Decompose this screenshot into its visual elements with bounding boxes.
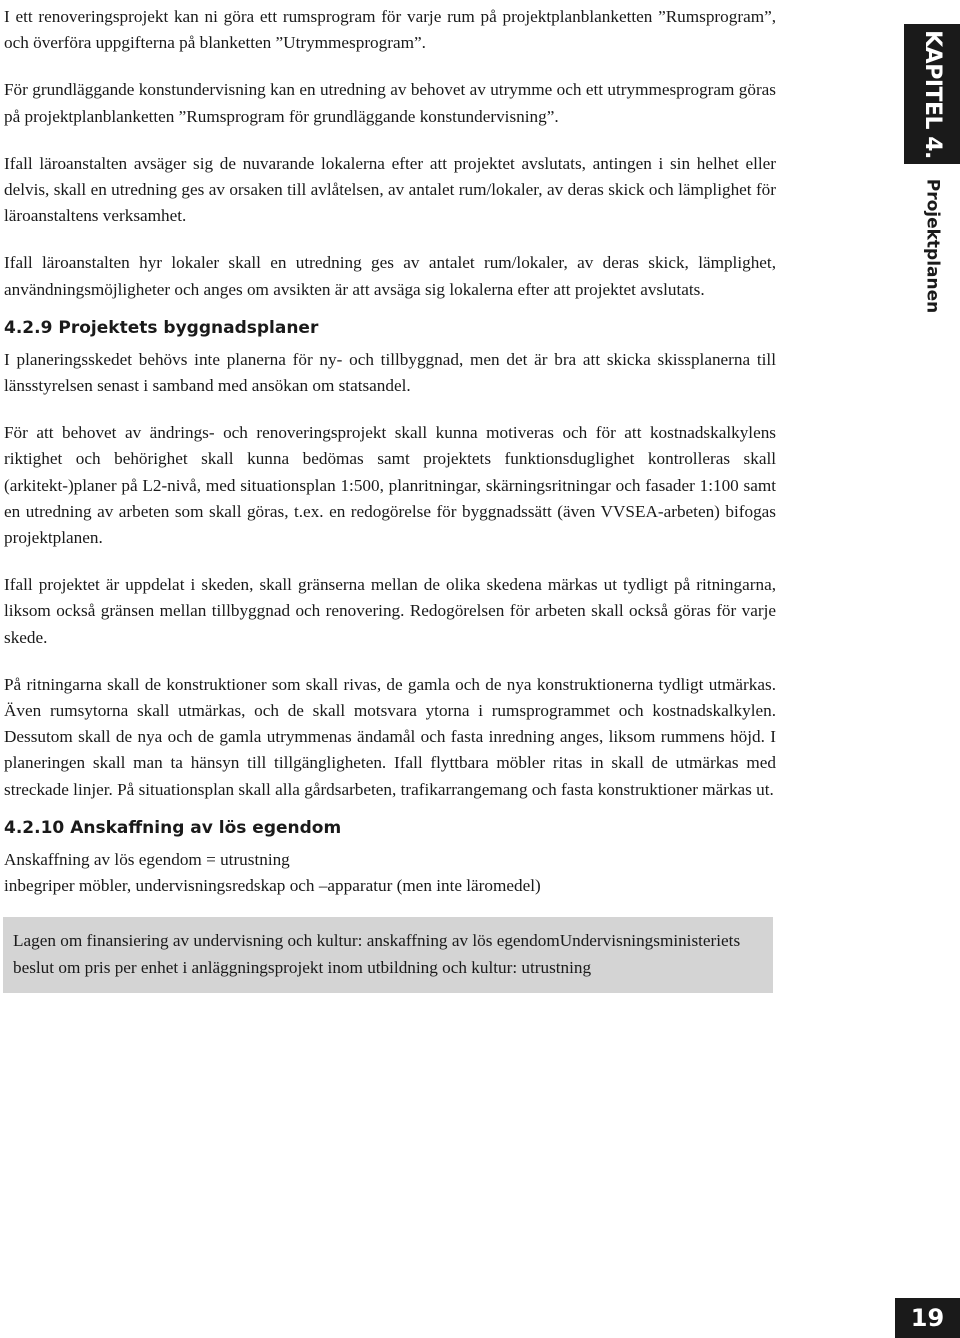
paragraph-hyr-lokaler: Ifall läroanstalten hyr lokaler skall en utredning ges av antalet rum/lokaler, av deras skick, lämplighet, användningsmöjligheter och anges om avsikten är att avsäga sig lokalerna efter att projektet avslutats. bbox=[4, 253, 776, 299]
reference-note-box: Lagen om finansiering av undervisning och kultur: anskaffning av lös egendomUndervisningsministeriets beslut om pris per enhet i anläggningsprojekt inom utbildning och kultur: utrustning bbox=[3, 917, 773, 993]
paragraph-avsager-lokaler: Ifall läroanstalten avsäger sig de nuvarande lokalerna efter att projektet avslutats, antingen i sin helhet eller delvis, skall en utredning ges av orsaken till avlåtelsen, av antalet rum/lokaler, av deras skick och lämplighet för läroanstaltens verksamhet. bbox=[4, 153, 776, 226]
chapter-tab bbox=[904, 24, 960, 164]
section-label: Projektplanen bbox=[922, 178, 943, 314]
definition-line: Anskaffning av lös egendom = utrustning bbox=[4, 849, 290, 869]
main-content bbox=[4, 4, 776, 993]
paragraph-anskaffning bbox=[4, 847, 776, 899]
paragraph-planeringsskedet: I planeringsskedet behövs inte planerna för ny- och tillbyggnad, men det är bra att skicka skissplanerna till länsstyrelsen senast i samband med ansökan om statsandel. bbox=[4, 349, 776, 396]
section-number: 4.2.10 bbox=[4, 817, 65, 838]
section-heading-los-egendom bbox=[4, 815, 776, 841]
chapter-label: KAPITEL 4. bbox=[919, 29, 945, 159]
paragraph-konstundervisning: För grundläggande konstundervisning kan en utredning av behovet av utrymme och ett utrymmesprogram göras på projektplanblanketten ”Rumsprogram för grundläggande konstundervisning”. bbox=[4, 80, 776, 126]
section-title: Anskaffning av lös egendom bbox=[70, 817, 342, 838]
paragraph-arkitektplaner: För att behovet av ändrings- och renoveringsprojekt skall kunna motiveras och för att kostnadskalkylens riktighet och behörighet skall kunna bedömas samt projektets funktionsduglighet kontrolleras skall (arkitekt-)planer på L2-nivå, med situationsplan 1:500, planritningar, skärningsritningar och fasader 1:100 samt en utredning av arbeten som skall göras, t.ex. en redogörelse för byggnadssätt (även VVSEA-arbeten) bifogas projektplanen. bbox=[4, 423, 776, 548]
paragraph-skeden: Ifall projektet är uppdelat i skeden, skall gränserna mellan de olika skedena märkas ut tydligt på ritningarna, liksom också gränsen mellan tillbyggnad och renovering. Redogörelsen för arbeten skall också göras för varje skede. bbox=[4, 575, 776, 647]
section-number: 4.2.9 bbox=[4, 317, 53, 338]
definition-line: inbegriper möbler, undervisningsredskap och –apparatur (men inte läromedel) bbox=[4, 876, 541, 896]
section-tab bbox=[904, 176, 960, 316]
section-title: Projektets byggnadsplaner bbox=[58, 317, 319, 338]
paragraph-rumsprogram: I ett renoveringsprojekt kan ni göra ett rumsprogram för varje rum på projektplanblanketten ”Rumsprogram”, och överföra uppgifterna på blanketten ”Utrymmesprogram”. bbox=[4, 7, 776, 53]
section-heading-byggnadsplaner bbox=[4, 315, 776, 341]
page-number: 19 bbox=[895, 1298, 960, 1338]
paragraph-ritningarna: På ritningarna skall de konstruktioner som skall rivas, de gamla och de nya konstruktionerna tydligt utmärkas. Även rumsytorna skall utmärkas, och de skall motsvara ytorna i rumsprogrammet och kostnadskalkylen. Dessutom skall de nya och de gamla utrymmenas ändamål och fasta inredning anges, liksom rummens höjd. I planeringen skall man ta hänsyn till tillgängligheten. Ifall flyttbara möbler ritas in skall de utmärkas med streckade linjer. På situationsplan skall alla gårdsarbeten, trafikarrangemang och fasta konstruktioner märkas ut. bbox=[4, 674, 776, 799]
